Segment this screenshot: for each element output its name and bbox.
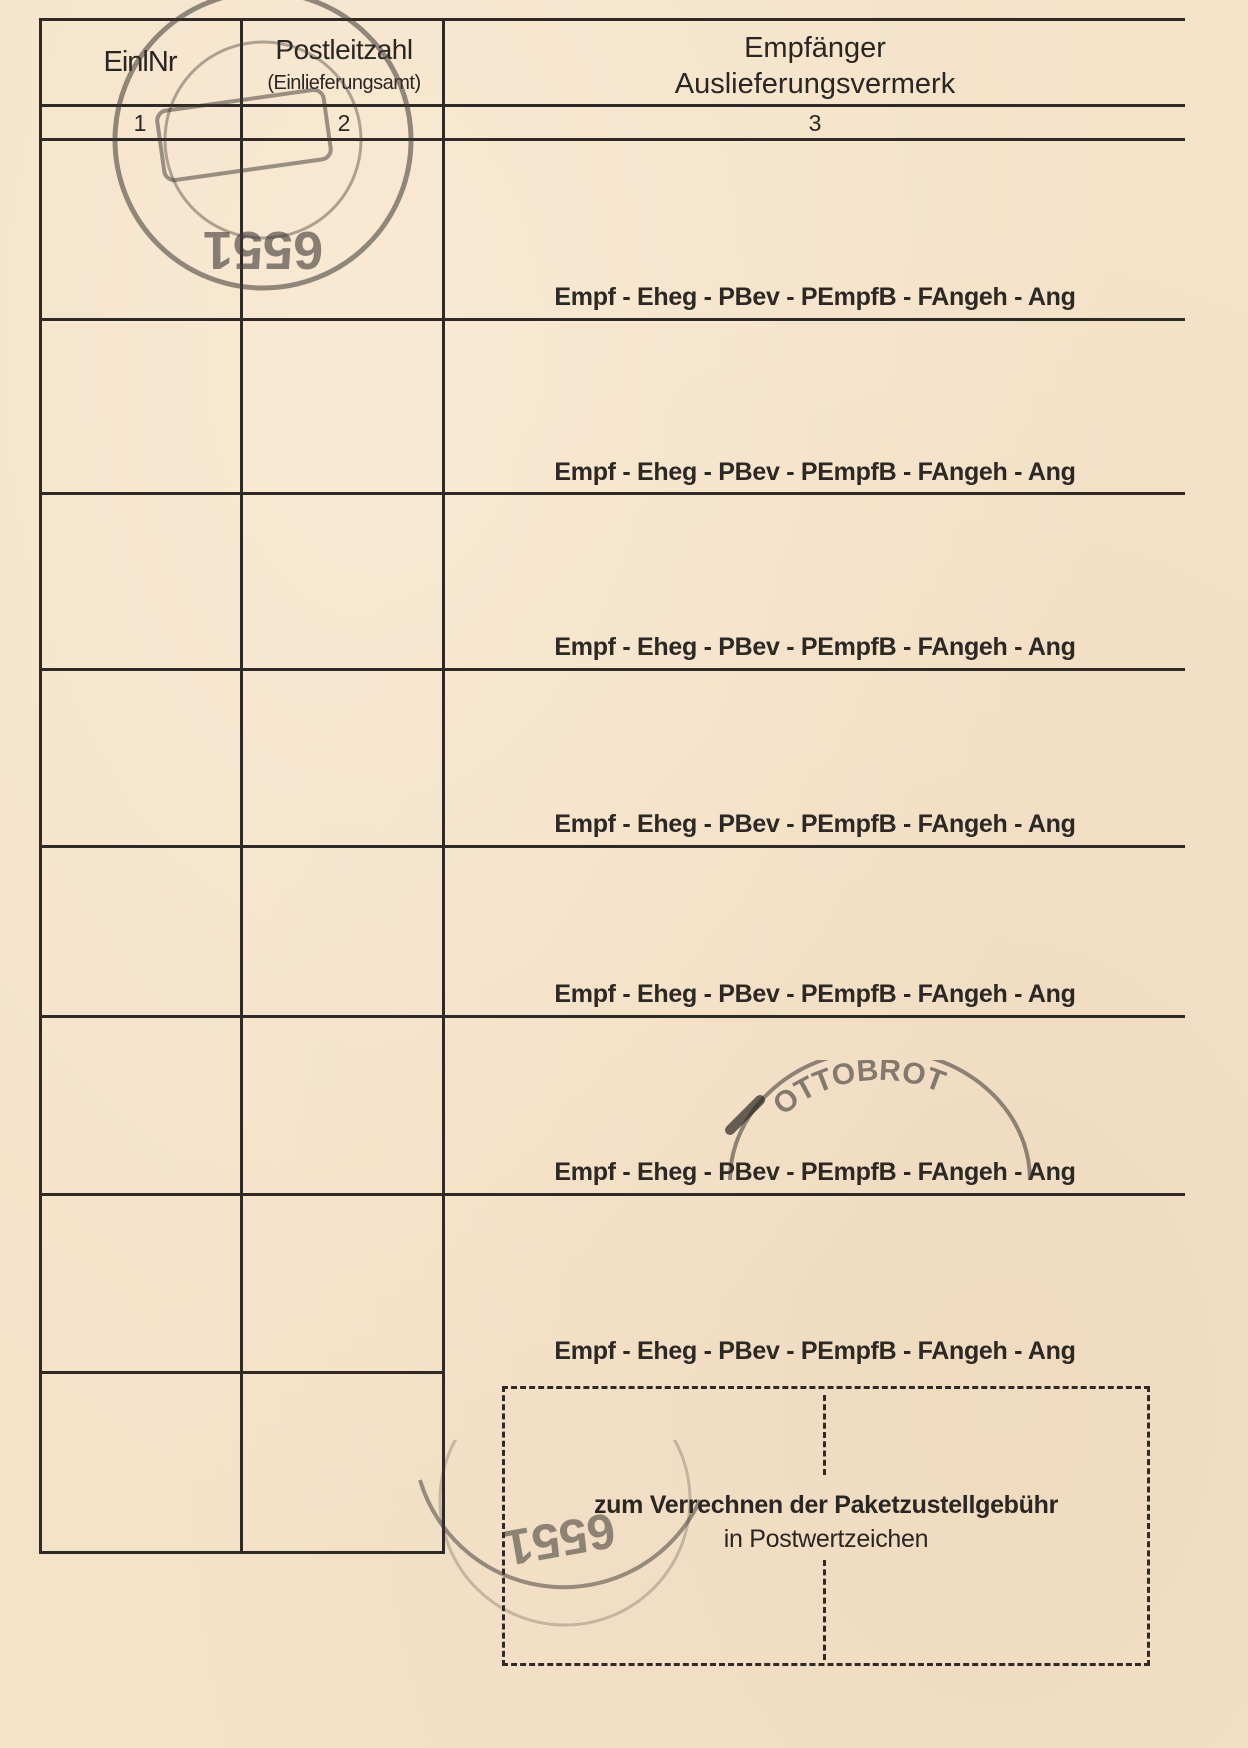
table-top-border xyxy=(40,18,1185,21)
fee-box-text-line2: in Postwertzeichen xyxy=(723,1525,929,1553)
column-header-auslieferungsvermerk: Auslieferungsvermerk xyxy=(674,68,956,100)
number-row-divider xyxy=(40,138,1185,141)
table-left-border xyxy=(39,18,42,1554)
column-header-einlnr: EinlNr xyxy=(103,46,177,78)
column-header-postleitzahl: Postleitzahl xyxy=(275,34,413,65)
column-subheader-einlieferungsamt: (Einlieferungsamt) xyxy=(267,72,421,94)
postmark-top-code: 6551 xyxy=(202,220,324,280)
row-divider-3 xyxy=(40,668,1185,671)
table-bottom-border xyxy=(40,1551,445,1554)
row-6-delivery-codes: Empf - Eheg - PBev - PEmpfB - FAngeh - Ang xyxy=(554,1158,1076,1186)
row-2-delivery-codes: Empf - Eheg - PBev - PEmpfB - FAngeh - Ang xyxy=(554,458,1076,486)
column-header-empfaenger: Empfänger xyxy=(744,32,886,64)
row-divider-1 xyxy=(40,318,1185,321)
row-divider-5 xyxy=(40,1015,1185,1018)
postmark-bottom-code: 6551 xyxy=(500,1501,620,1577)
column-number-1: 1 xyxy=(133,110,147,136)
row-3-delivery-codes: Empf - Eheg - PBev - PEmpfB - FAngeh - Ang xyxy=(554,633,1076,661)
row-divider-7 xyxy=(40,1371,444,1374)
fee-box-center-dash-bottom xyxy=(823,1560,826,1660)
row-7-delivery-codes: Empf - Eheg - PBev - PEmpfB - FAngeh - Ang xyxy=(554,1337,1076,1365)
col1-divider xyxy=(240,18,243,1554)
row-5-delivery-codes: Empf - Eheg - PBev - PEmpfB - FAngeh - Ang xyxy=(554,980,1076,1008)
fee-box-text-line1: zum Verrechnen der Paketzustellgebühr xyxy=(593,1491,1059,1519)
row-1-delivery-codes: Empf - Eheg - PBev - PEmpfB - FAngeh - Ang xyxy=(554,283,1076,311)
col2-divider xyxy=(442,18,445,1554)
fee-box-center-dash-top xyxy=(823,1395,826,1475)
row-divider-2 xyxy=(40,492,1185,495)
row-divider-4 xyxy=(40,845,1185,848)
header-divider xyxy=(40,104,1185,107)
column-number-2: 2 xyxy=(337,110,351,136)
row-divider-6 xyxy=(40,1193,1185,1196)
postmark-middle-place: OTTOBROT xyxy=(767,1060,950,1122)
row-4-delivery-codes: Empf - Eheg - PBev - PEmpfB - FAngeh - Ang xyxy=(554,810,1076,838)
column-number-3: 3 xyxy=(808,110,822,136)
bleedthrough-text xyxy=(880,120,891,165)
